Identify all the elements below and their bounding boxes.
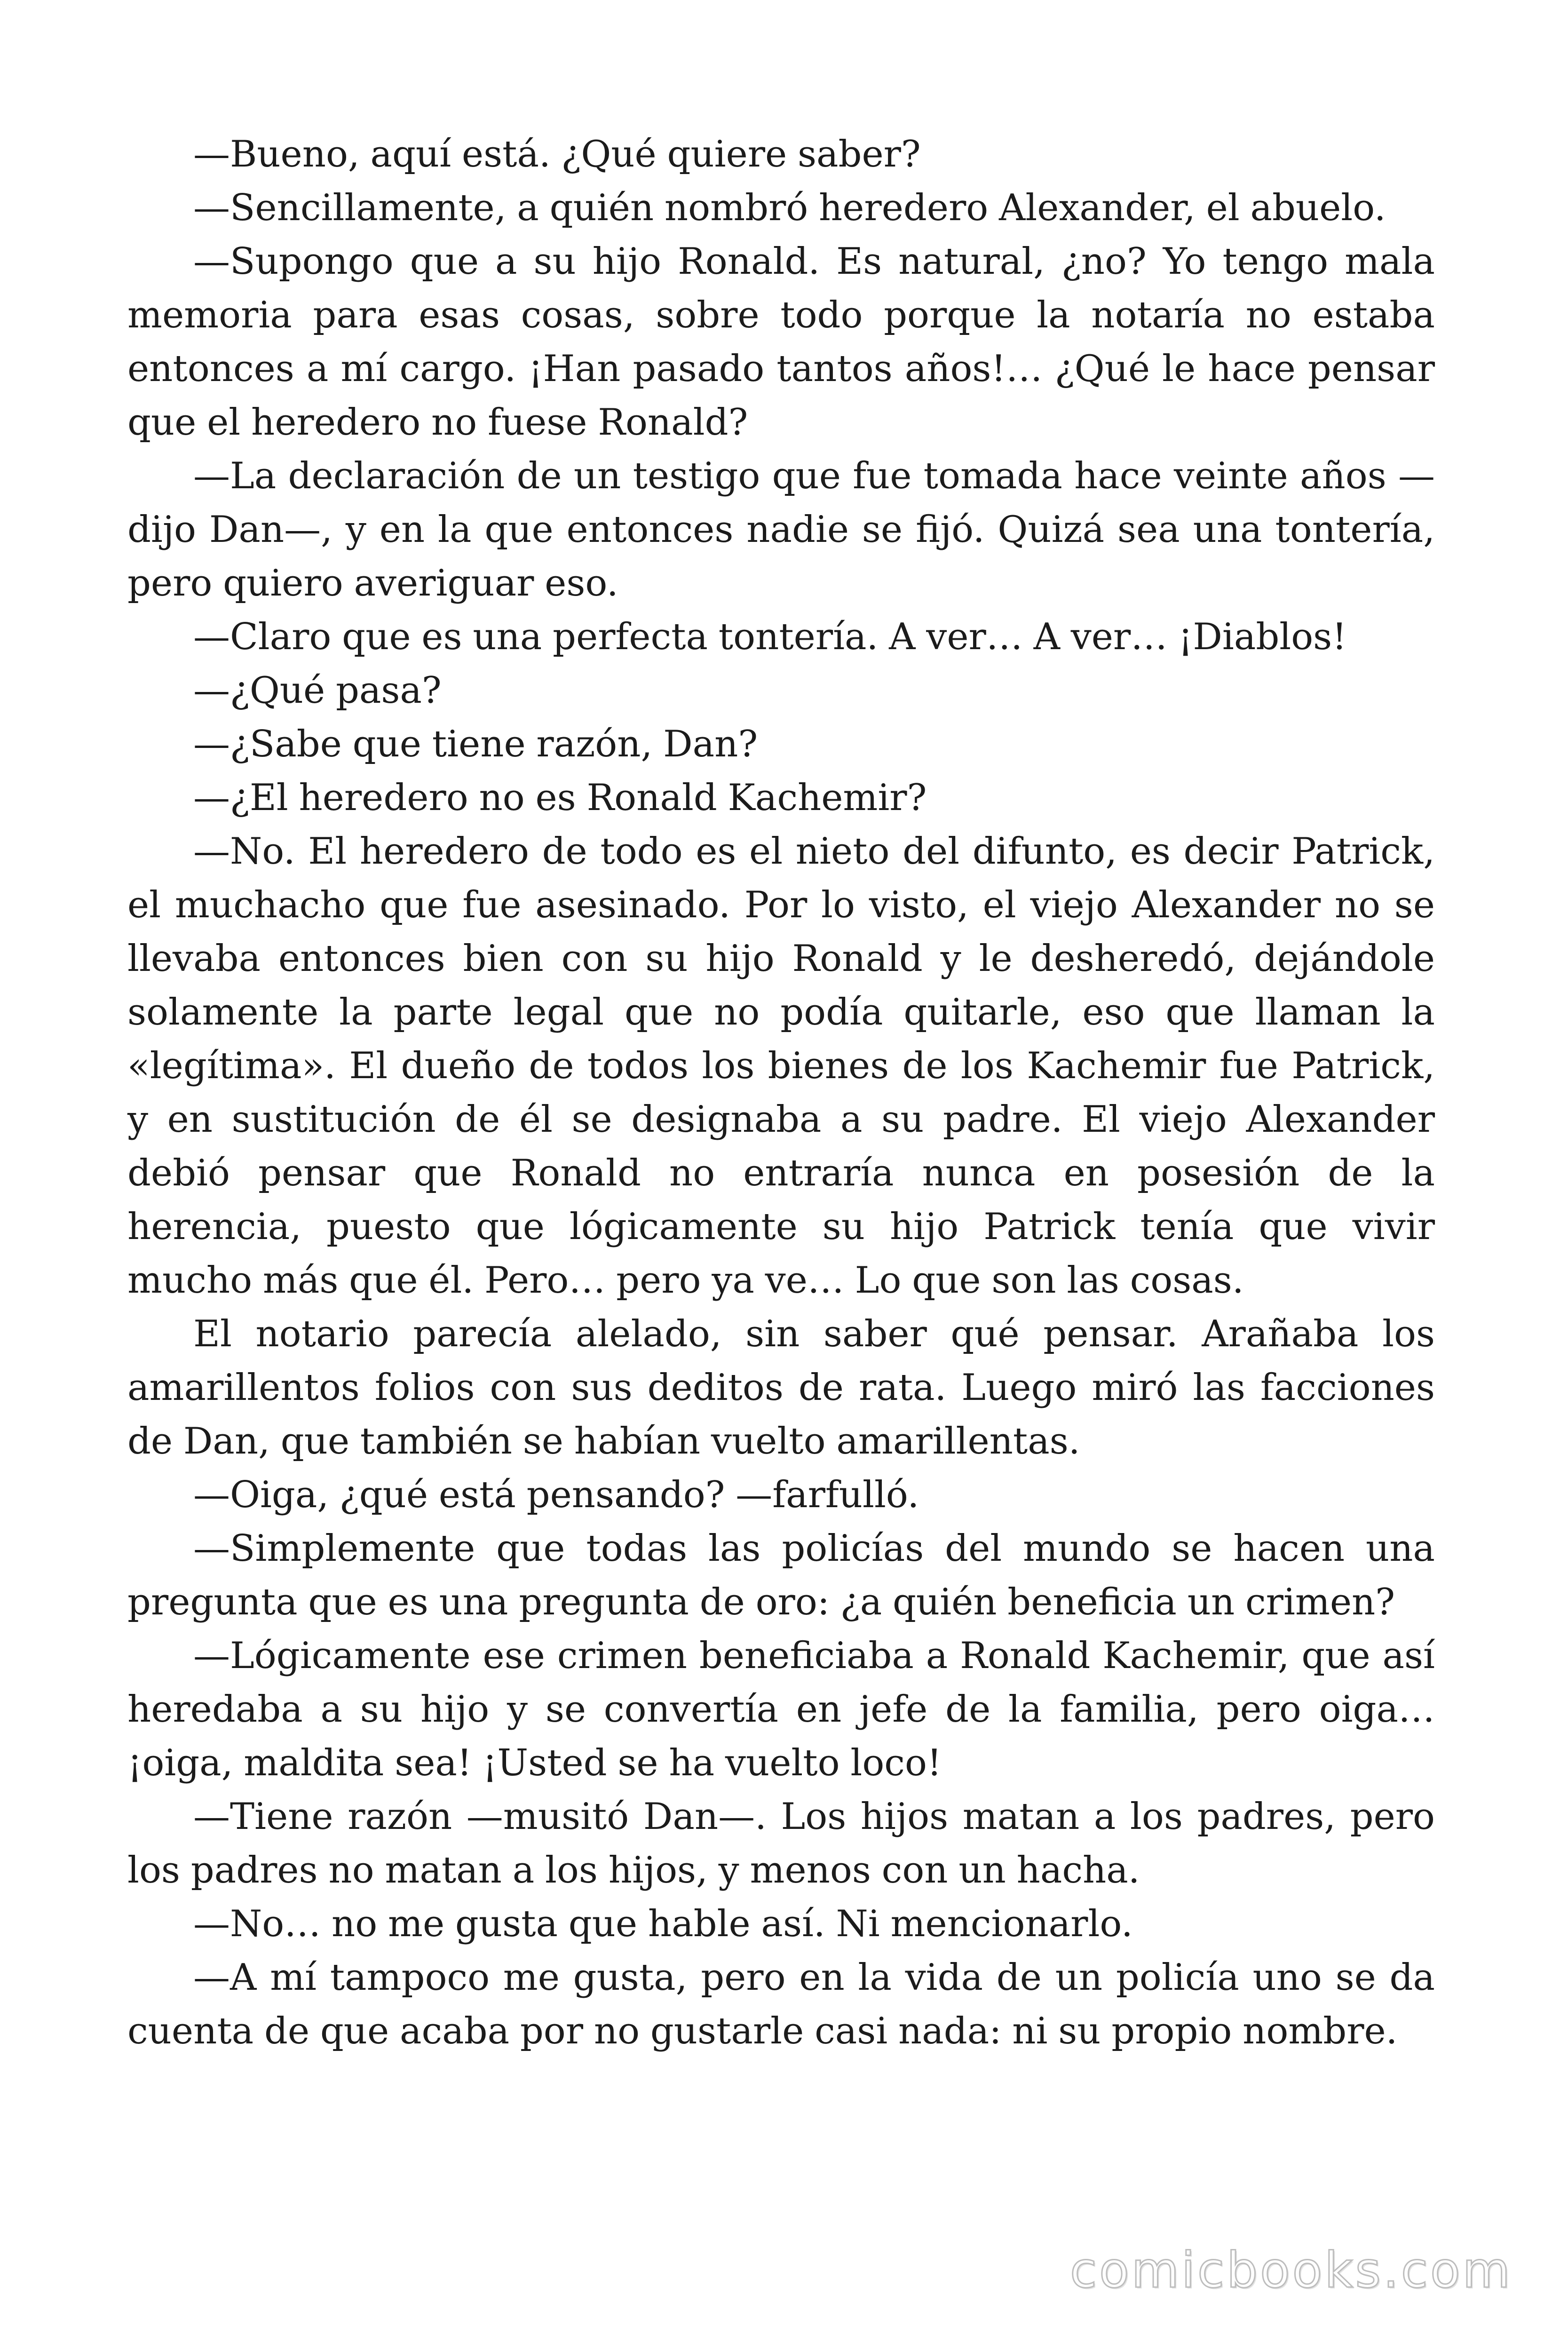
- paragraph: —Tiene razón —musitó Dan—. Los hijos matan a los padres, pero los padres no matan a los hijos, y menos con un hacha.: [127, 1796, 1435, 1891]
- paragraph: —Lógicamente ese crimen beneficiaba a Ronald Kachemir, que así heredaba a su hijo y se convertía en jefe de la familia, pero oiga… ¡oiga, maldita sea! ¡Usted se ha vuelto loco!: [127, 1635, 1435, 1784]
- watermark: comicbooks.com: [1069, 2241, 1513, 2299]
- paragraph: —La declaración de un testigo que fue tomada hace veinte años —dijo Dan—, y en la que entonces nadie se fijó. Quizá sea una tontería, pero quiero averiguar eso.: [127, 455, 1435, 604]
- page-text: [127, 127, 1435, 2058]
- paragraph: —¿Sabe que tiene razón, Dan?: [193, 723, 758, 765]
- paragraph: —Sencillamente, a quién nombró heredero Alexander, el abuelo.: [193, 187, 1386, 229]
- paragraph: —Oiga, ¿qué está pensando? —farfulló.: [193, 1474, 919, 1516]
- paragraph: —No. El heredero de todo es el nieto del difunto, es decir Patrick, el muchacho que fue asesinado. Por lo visto, el viejo Alexander no se llevaba entonces bien con su hijo Ronald y le desheredó, dejándole solamente la parte legal que no podía quitarle, eso que llaman la «legítima». El dueño de todos los bienes de los Kachemir fue Patrick, y en sustitución de él se designaba a su padre. El viejo Alexander debió pensar que Ronald no entraría nunca en posesión de la herencia, puesto que lógicamente su hijo Patrick tenía que vivir mucho más que él. Pero… pero ya ve… Lo que son las cosas.: [127, 830, 1435, 1302]
- paragraph: —Bueno, aquí está. ¿Qué quiere saber?: [193, 133, 921, 175]
- paragraph: —No… no me gusta que hable así. Ni mencionarlo.: [193, 1903, 1133, 1945]
- paragraph: —A mí tampoco me gusta, pero en la vida de un policía uno se da cuenta de que acaba por no gustarle casi nada: ni su propio nombre.: [127, 1956, 1435, 2052]
- paragraph: —¿Qué pasa?: [193, 669, 442, 712]
- paragraph: —Simplemente que todas las policías del mundo se hacen una pregunta que es una pregunta de oro: ¿a quién beneficia un crimen?: [127, 1527, 1435, 1623]
- paragraph: El notario parecía alelado, sin saber qué pensar. Arañaba los amarillentos folios con sus deditos de rata. Luego miró las facciones de Dan, que también se habían vuelto amarillentas.: [127, 1313, 1435, 1462]
- paragraph: —¿El heredero no es Ronald Kachemir?: [193, 777, 927, 819]
- paragraph: —Supongo que a su hijo Ronald. Es natural, ¿no? Yo tengo mala memoria para esas cosas, sobre todo porque la notaría no estaba entonces a mí cargo. ¡Han pasado tantos años!… ¿Qué le hace pensar que el heredero no fuese Ronald?: [127, 240, 1435, 444]
- paragraph: —Claro que es una perfecta tontería. A ver… A ver… ¡Diablos!: [193, 616, 1347, 658]
